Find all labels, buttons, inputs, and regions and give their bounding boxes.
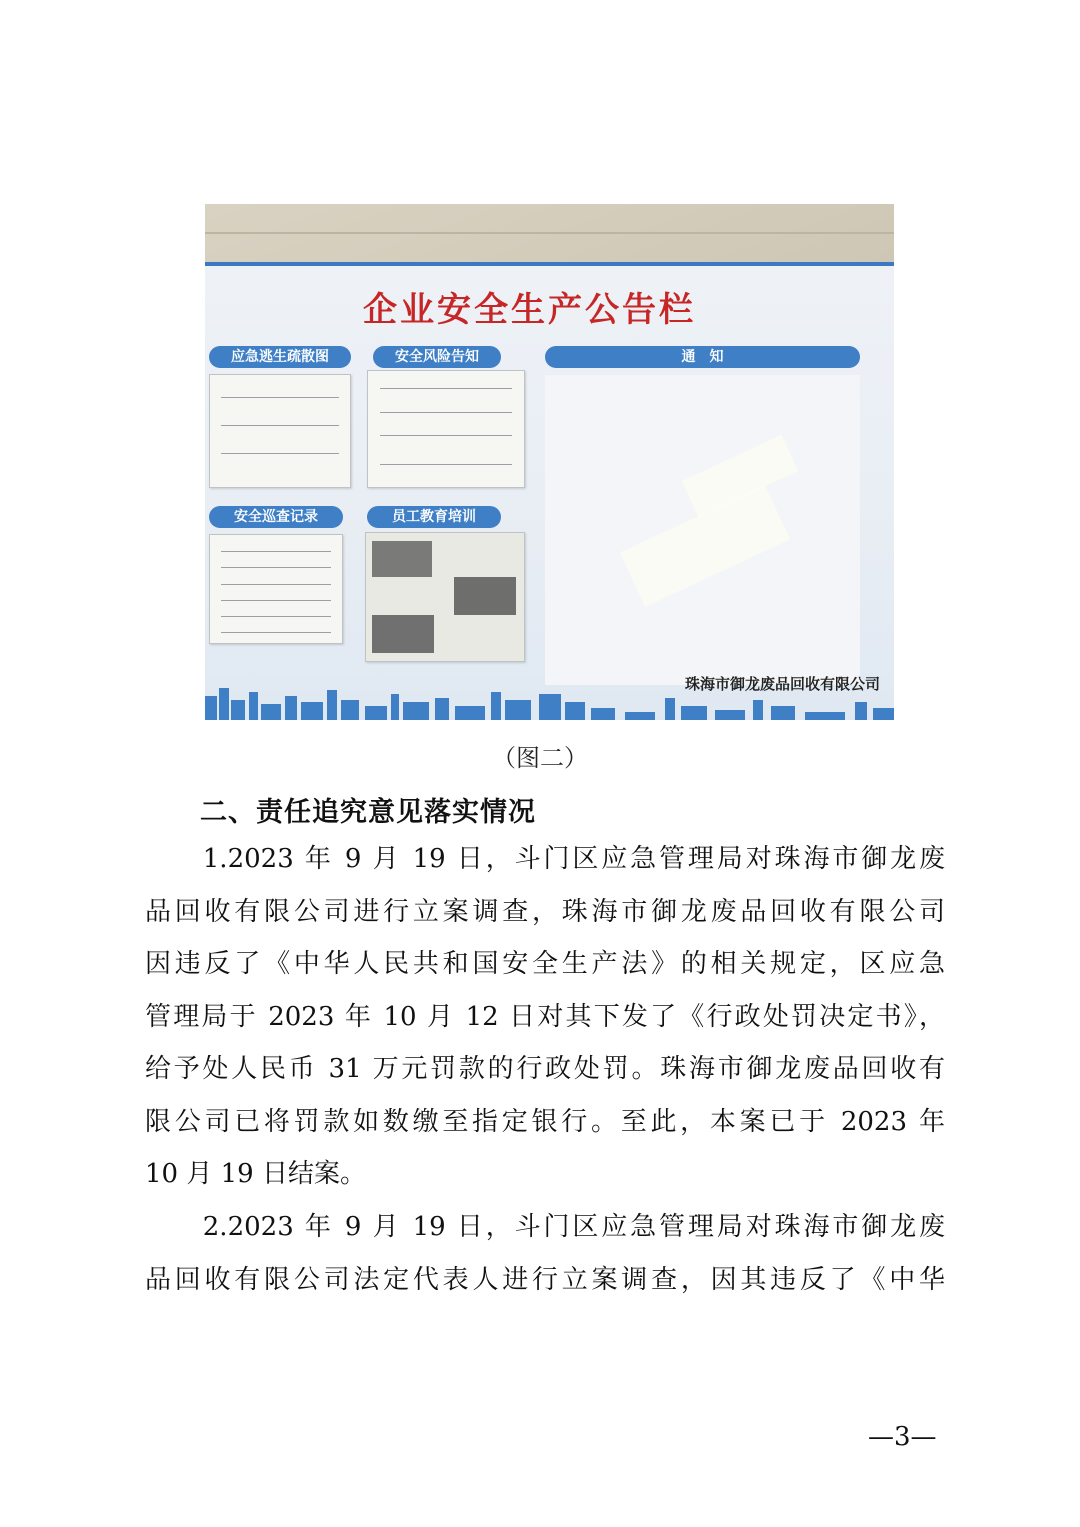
patrol-record-paper xyxy=(209,534,343,644)
risk-notice-paper xyxy=(367,370,525,488)
paragraph-line: 品回收有限公司法定代表人进行立案调查，因其违反了《中华 xyxy=(145,1264,945,1295)
paragraph-line: 管理局于 2023 年 10 月 12 日对其下发了《行政处罚决定书》， xyxy=(145,1001,945,1032)
paragraph-line: 10 月 19 日结案。 xyxy=(145,1159,366,1189)
wall-tile-line xyxy=(205,232,894,234)
section-heading: 二、责任追究意见落实情况 xyxy=(200,797,536,828)
paragraph-line: 2.2023 年 9 月 19 日，斗门区应急管理局对珠海市御龙废 xyxy=(145,1212,945,1242)
notice-board xyxy=(205,262,894,720)
paragraph-line: 给予处人民币 31 万元罚款的行政处罚。珠海市御龙废品回收有 xyxy=(145,1054,945,1084)
section-evacuation: 应急逃生疏散图 xyxy=(209,346,351,368)
page-number: —3— xyxy=(868,1422,937,1452)
paragraph-line: 品回收有限公司进行立案调查，珠海市御龙废品回收有限公司 xyxy=(145,896,945,927)
figure-caption: （图二） xyxy=(492,744,588,772)
section-risk: 安全风险告知 xyxy=(373,346,501,368)
board-title: 企业安全生产公告栏 xyxy=(363,290,696,330)
company-name-sign: 珠海市御龙废品回收有限公司 xyxy=(684,675,880,693)
paragraph-line: 因违反了《中华人民共和国安全生产法》的相关规定，区应急 xyxy=(145,949,945,979)
paragraph-line: 限公司已将罚款如数缴至指定银行。至此，本案已于 2023 年 xyxy=(145,1106,945,1137)
section-patrol: 安全巡查记录 xyxy=(209,506,343,528)
section-training: 员工教育培训 xyxy=(367,506,501,528)
paragraph-2 xyxy=(145,1201,945,1306)
training-photos-paper xyxy=(365,532,525,662)
city-skyline-graphic xyxy=(205,682,894,720)
section-notice: 通 知 xyxy=(545,346,860,368)
evacuation-map-paper xyxy=(209,374,351,488)
paragraph-line: 1.2023 年 9 月 19 日，斗门区应急管理局对珠海市御龙废 xyxy=(145,844,945,874)
notice-board-photo xyxy=(205,204,894,720)
paragraph-1 xyxy=(145,833,945,1201)
